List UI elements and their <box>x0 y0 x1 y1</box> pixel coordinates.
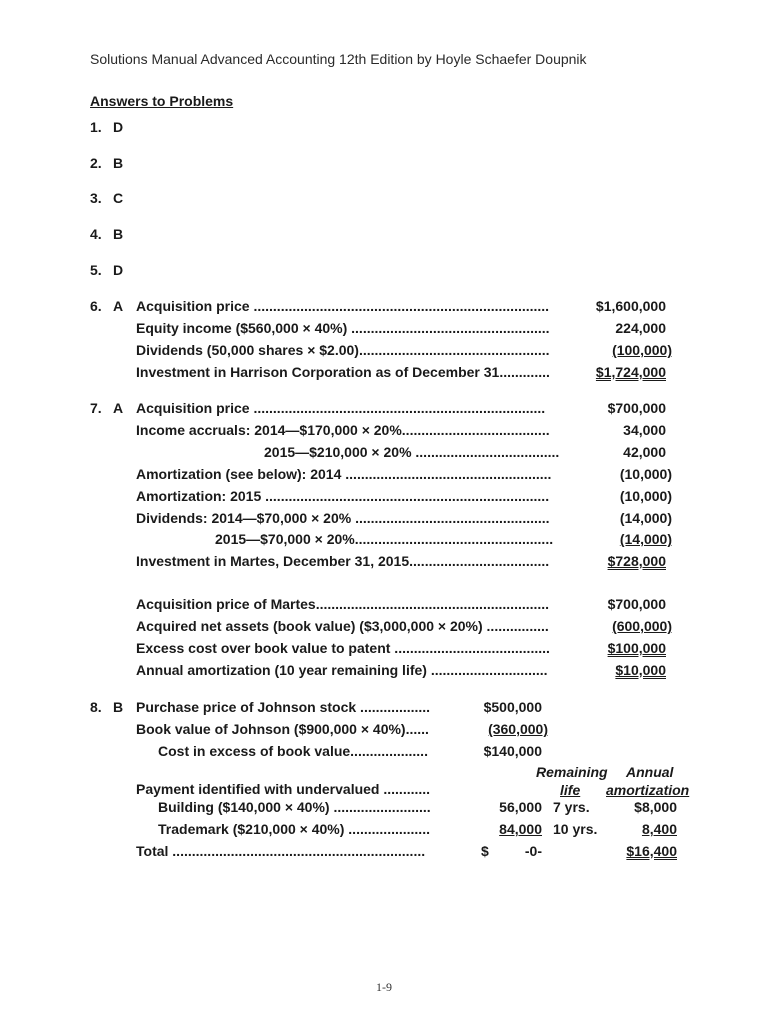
p6-acquisition-price-value: $1,600,000 <box>595 298 666 314</box>
p7-acquired-net-assets-value: (600,000) <box>612 618 672 634</box>
p8-building-label: Building ($140,000 × 40%) ......................... <box>158 799 431 815</box>
p8-annual-header: Annual <box>626 764 674 780</box>
p7-excess-cost-label: Excess cost over book value to patent ........................................ <box>136 640 550 656</box>
p8-building-life: 7 yrs. <box>553 799 590 815</box>
answer-3-letter: C <box>113 190 124 206</box>
p6-dividends-label: Dividends (50,000 shares × $2.00)................................................. <box>136 342 550 358</box>
p7-acquisition-price-martes-value: $700,000 <box>607 596 666 612</box>
problem-7-number: 7. <box>90 400 102 416</box>
p7-income-accrual-2014-label: Income accruals: 2014—$170,000 × 20%...................................... <box>136 422 550 438</box>
p7-acquisition-price-label: Acquisition price ........................................................................... <box>136 400 546 416</box>
p7-acquisition-price-value: $700,000 <box>607 400 666 416</box>
p7-income-accrual-2015-value: 42,000 <box>623 444 666 460</box>
p6-equity-income-value: 224,000 <box>615 320 666 336</box>
p8-total-amortization: $16,400 <box>626 843 677 859</box>
answer-5-number: 5. <box>90 262 102 278</box>
p8-remaining-header: Remaining <box>536 764 608 780</box>
p7-dividends-2015-label: 2015—$70,000 × 20%................................................... <box>215 531 554 547</box>
p6-dividends-value: (100,000) <box>612 342 672 358</box>
p8-cost-in-excess-value: $140,000 <box>483 743 542 759</box>
p7-dividends-2015-value: (14,000) <box>619 531 672 547</box>
p7-dividends-2014-label: Dividends: 2014—$70,000 × 20% .................................................. <box>136 510 550 526</box>
p7-income-accrual-2014-value: 34,000 <box>623 422 666 438</box>
p8-total-dollar: $ <box>481 843 489 859</box>
p8-total-value: -0- <box>524 843 542 859</box>
p7-acquired-net-assets-label: Acquired net assets (book value) ($3,000,000 × 20%) ................ <box>136 618 549 634</box>
problem-7-answer: A <box>113 400 124 416</box>
p8-life-header: life <box>560 782 581 798</box>
p7-investment-value: $728,000 <box>607 553 666 569</box>
p8-cost-in-excess-label: Cost in excess of book value.................... <box>158 743 428 759</box>
answer-5-letter: D <box>113 262 124 278</box>
p8-trademark-life: 10 yrs. <box>553 821 598 837</box>
problem-8-number: 8. <box>90 699 102 715</box>
answer-2-number: 2. <box>90 155 102 171</box>
p6-equity-income-label: Equity income ($560,000 × 40%) ................................................... <box>136 320 550 336</box>
page-number: 1-9 <box>376 980 392 994</box>
p8-trademark-label: Trademark ($210,000 × 40%) ..................... <box>158 821 430 837</box>
p7-dividends-2014-value: (14,000) <box>619 510 672 526</box>
problem-6-answer: A <box>113 298 124 314</box>
p7-income-accrual-2015-label: 2015—$210,000 × 20% ..................................... <box>264 444 560 460</box>
p7-excess-cost-value: $100,000 <box>607 640 666 656</box>
p8-payment-identified-label: Payment identified with undervalued ............ <box>136 781 431 797</box>
answer-4-letter: B <box>113 226 124 242</box>
p7-amortization-2014-label: Amortization (see below): 2014 ..................................................... <box>136 466 552 482</box>
p7-amortization-2015-value: (10,000) <box>619 488 672 504</box>
p6-investment-value: $1,724,000 <box>595 364 666 380</box>
p7-investment-label: Investment in Martes, December 31, 2015.................................... <box>136 553 550 569</box>
answer-3-number: 3. <box>90 190 102 206</box>
p6-investment-label: Investment in Harrison Corporation as of December 31............. <box>136 364 550 380</box>
p8-building-amortization: $8,000 <box>634 799 677 815</box>
answer-2-letter: B <box>113 155 124 171</box>
p8-purchase-price-value: $500,000 <box>483 699 542 715</box>
p7-annual-amortization-value: $10,000 <box>615 662 666 678</box>
answer-4-number: 4. <box>90 226 102 242</box>
p7-annual-amortization-label: Annual amortization (10 year remaining life) .............................. <box>136 662 548 678</box>
p8-purchase-price-label: Purchase price of Johnson stock .................. <box>136 699 431 715</box>
answer-1-number: 1. <box>90 119 102 135</box>
p8-trademark-amortization: 8,400 <box>641 821 677 837</box>
p8-total-label: Total ................................................................. <box>136 843 426 859</box>
p7-acquisition-price-martes-label: Acquisition price of Martes............................................................ <box>136 596 550 612</box>
p8-book-value-label: Book value of Johnson ($900,000 × 40%)...... <box>136 721 429 737</box>
problem-8-answer: B <box>113 699 124 715</box>
p7-amortization-2015-label: Amortization: 2015 ......................................................................... <box>136 488 550 504</box>
p8-book-value-value: (360,000) <box>488 721 548 737</box>
p8-trademark-value: 84,000 <box>499 821 542 837</box>
document-header: Solutions Manual Advanced Accounting 12th Edition by Hoyle Schaefer Doupnik <box>90 51 587 67</box>
p8-amortization-header: amortization <box>606 782 690 798</box>
p6-acquisition-price-label: Acquisition price ............................................................................ <box>136 298 550 314</box>
p7-amortization-2014-value: (10,000) <box>619 466 672 482</box>
p8-building-value: 56,000 <box>499 799 542 815</box>
problem-6-number: 6. <box>90 298 102 314</box>
section-title: Answers to Problems <box>90 93 234 109</box>
answer-1-letter: D <box>113 119 124 135</box>
